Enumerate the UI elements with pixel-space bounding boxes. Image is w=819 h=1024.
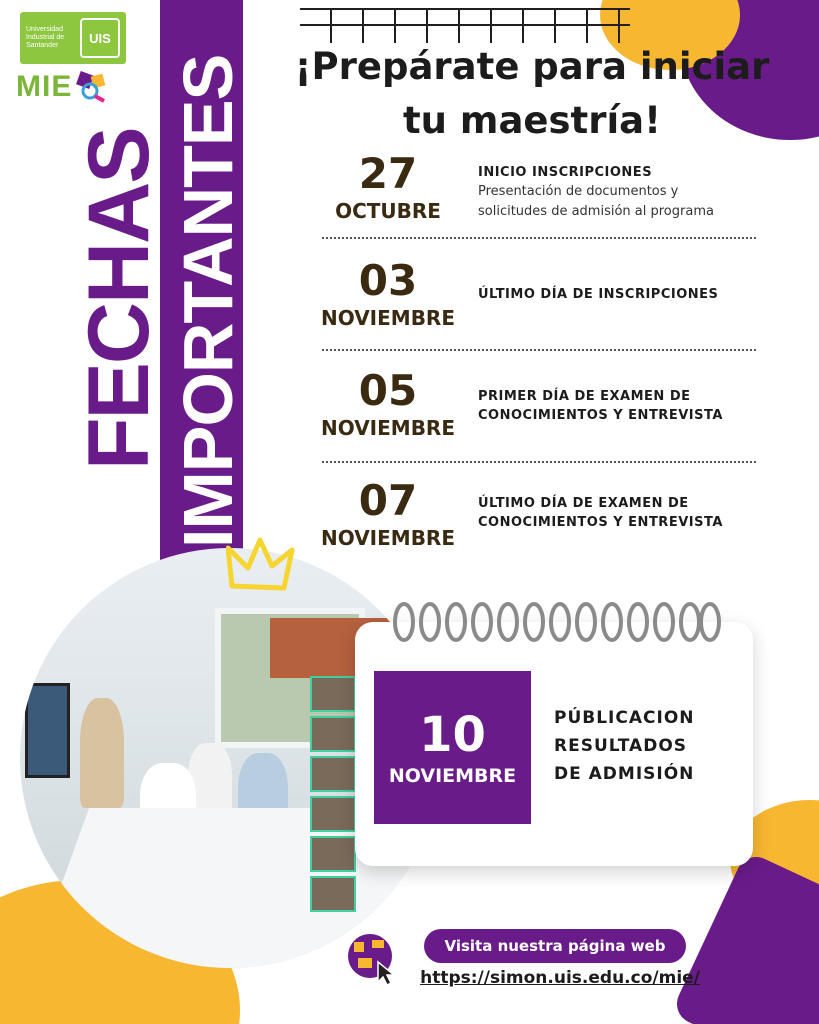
vertical-title-importantes: IMPORTANTES xyxy=(169,54,247,548)
mie-logo-word: MIE xyxy=(16,70,73,103)
date-day: 05 xyxy=(358,366,418,415)
event-heading: INICIO INSCRIPCIONES xyxy=(478,165,653,180)
uis-logo-mark: UIS xyxy=(80,18,120,58)
visit-website-button[interactable]: Visita nuestra página web xyxy=(424,929,686,963)
event-info xyxy=(478,285,768,304)
date-month: NOVIEMBRE xyxy=(321,416,455,440)
date-month: OCTUBRE xyxy=(335,199,441,223)
event-info xyxy=(478,163,768,222)
results-line-1: PÚBLICACION xyxy=(554,708,695,728)
results-label xyxy=(554,704,744,788)
title-line-2: tu maestría! xyxy=(402,99,661,142)
date-block xyxy=(300,257,476,331)
dotted-divider xyxy=(322,461,756,463)
date-day: 03 xyxy=(358,256,418,305)
results-line-3: DE ADMISIÓN xyxy=(554,764,695,784)
photo-screen xyxy=(25,683,70,778)
magnifier-icon xyxy=(74,71,112,103)
results-month: NOVIEMBRE xyxy=(388,764,517,787)
date-month: NOVIEMBRE xyxy=(321,526,455,550)
date-month: NOVIEMBRE xyxy=(321,306,455,330)
date-block xyxy=(300,477,476,551)
event-description-line: solicitudes de admisión al programa xyxy=(478,204,714,219)
uis-logo-text: Universidad Industrial de Santander xyxy=(26,26,65,49)
event-description-line: Presentación de documentos y xyxy=(478,184,679,199)
date-block xyxy=(300,367,476,441)
event-heading: ÚLTIMO DÍA DE EXAMEN DE CONOCIMIENTOS Y ENTREVISTA xyxy=(478,496,723,530)
calendar-spiral-icon xyxy=(392,598,722,646)
date-day: 27 xyxy=(358,149,418,198)
results-line-2: RESULTADOS xyxy=(554,736,688,756)
decorative-grid xyxy=(300,8,630,43)
event-heading: PRIMER DÍA DE EXAMEN DE CONOCIMIENTOS Y ENTREVISTA xyxy=(478,389,723,423)
decorative-purple-shape-right xyxy=(670,850,819,1024)
event-heading: ÚLTIMO DÍA DE INSCRIPCIONES xyxy=(478,287,719,302)
photo-person xyxy=(80,698,124,808)
video-call-tiles xyxy=(310,676,360,916)
globe-cursor-icon xyxy=(346,932,400,986)
date-block xyxy=(300,150,476,224)
vertical-title-fechas: FECHAS xyxy=(71,128,167,470)
event-info xyxy=(478,494,738,532)
date-day: 07 xyxy=(358,476,418,525)
dotted-divider xyxy=(322,349,756,351)
crown-icon xyxy=(226,536,296,598)
results-date-box xyxy=(374,671,531,824)
event-info xyxy=(478,387,738,425)
page-title xyxy=(272,40,792,148)
uis-logo xyxy=(20,12,126,64)
title-line-1: ¡Prepárate para iniciar xyxy=(294,45,770,88)
mie-logo xyxy=(16,70,112,104)
results-day: 10 xyxy=(419,706,486,763)
dotted-divider xyxy=(322,237,756,239)
website-link[interactable]: https://simon.uis.edu.co/mie/ xyxy=(420,968,700,988)
